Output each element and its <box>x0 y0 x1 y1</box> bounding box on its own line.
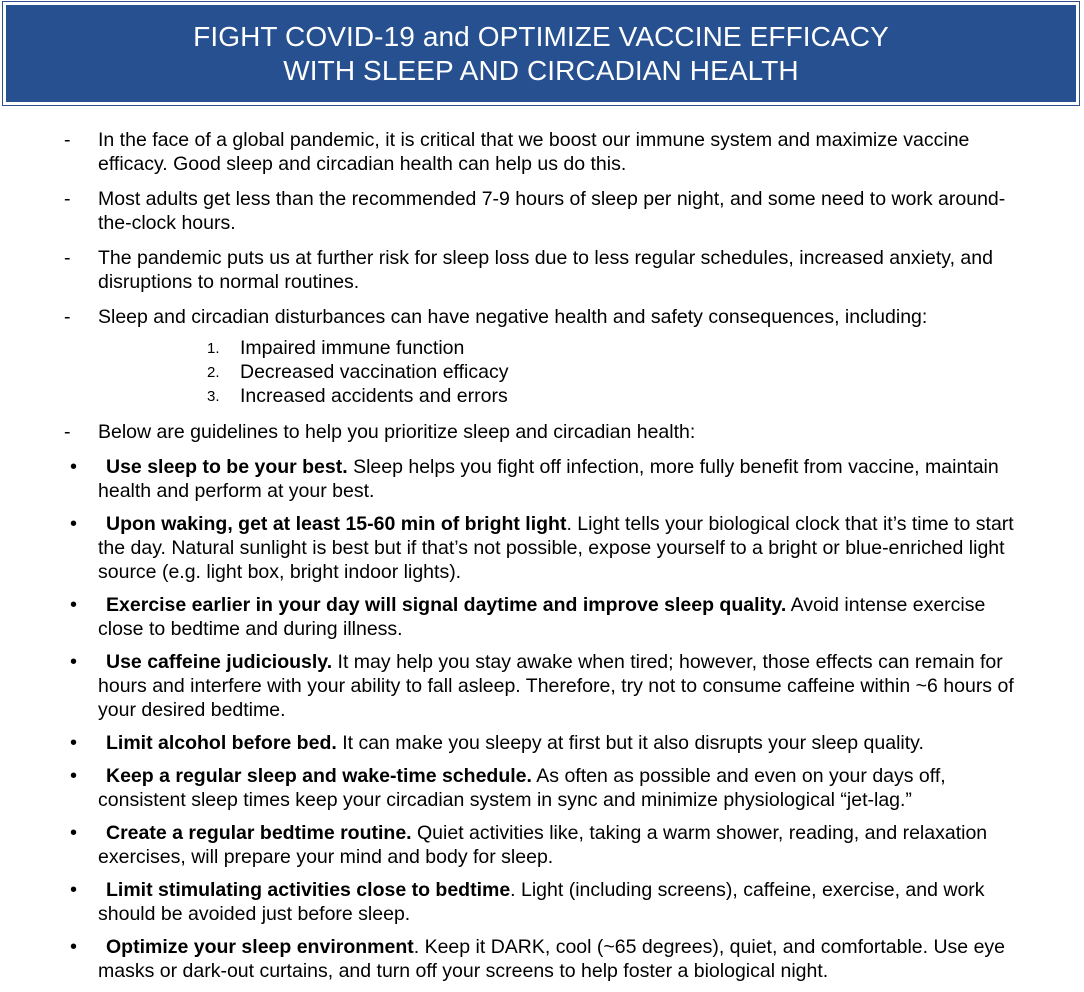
title-line-1: FIGHT COVID-19 and OPTIMIZE VACCINE EFFICACY <box>193 20 889 52</box>
guideline-item <box>0 821 1084 869</box>
bullet-marker: • <box>70 594 78 616</box>
bullet-marker: • <box>70 732 78 754</box>
guideline-heading: Create a regular bedtime routine. <box>106 822 412 844</box>
bullet-marker: • <box>70 765 78 787</box>
consequence-item <box>0 336 1084 360</box>
intro-point-text: Sleep and circadian disturbances can have negative health and safety consequences, including: <box>98 306 928 328</box>
guideline-item <box>0 935 1084 983</box>
guideline-text: It may help you stay awake when tired; however, those effects can remain for hours and interfere with your ability to fall asleep. Therefore, try not to consume caffeine within ~6 hours of your desired bedtime. <box>98 651 1014 721</box>
guideline-item <box>0 764 1084 812</box>
guideline-item <box>0 455 1084 503</box>
title-banner <box>6 5 1076 102</box>
guideline-heading: Limit alcohol before bed. <box>106 732 337 754</box>
guideline-text: . Light (including screens), caffeine, exercise, and work should be avoided just before sleep. <box>98 879 985 925</box>
title-line-2: WITH SLEEP AND CIRCADIAN HEALTH <box>283 54 799 86</box>
guideline-text: . Light tells your biological clock that it’s time to start the day. Natural sunlight is best but if that’s not possible, expose yourself to a bright or blue-enriched light source (e.g. light box, bright indoor lights). <box>98 513 1014 583</box>
dash-marker: - <box>64 188 71 210</box>
guideline-item <box>0 731 1084 755</box>
guideline-text: It can make you sleepy at first but it also disrupts your sleep quality. <box>336 732 924 754</box>
guideline-heading: Use caffeine judiciously. <box>106 651 333 673</box>
consequence-text: Increased accidents and errors <box>240 385 508 407</box>
list-number: 3. <box>207 388 220 405</box>
list-number: 1. <box>207 340 220 357</box>
guideline-text: Quiet activities like, taking a warm shower, reading, and relaxation exercises, will prepare your mind and body for sleep. <box>98 822 988 868</box>
bullet-marker: • <box>70 822 78 844</box>
guideline-text: Avoid intense exercise close to bedtime and during illness. <box>98 594 986 640</box>
guideline-item <box>0 512 1084 584</box>
intro-point-text: The pandemic puts us at further risk for sleep loss due to less regular schedules, increased anxiety, and disruptions to normal routines. <box>98 247 993 293</box>
intro-point-text: Most adults get less than the recommended 7-9 hours of sleep per night, and some need to work around-the-clock hours. <box>98 188 1006 234</box>
guideline-text: . Keep it DARK, cool (~65 degrees), quiet, and comfortable. Use eye masks or dark-out curtains, and turn off your screens to help foster a biological night. <box>98 936 1006 982</box>
guideline-text: Sleep helps you fight off infection, more fully benefit from vaccine, maintain health and perform at your best. <box>98 456 999 502</box>
guideline-heading: Keep a regular sleep and wake-time schedule. <box>106 765 532 787</box>
bullet-marker: • <box>70 879 78 901</box>
consequence-item <box>0 360 1084 384</box>
intro-point <box>0 187 1084 235</box>
bullet-marker: • <box>70 513 78 535</box>
guideline-heading: Upon waking, get at least 15-60 min of bright light <box>106 513 567 535</box>
dash-marker: - <box>64 306 71 328</box>
guideline-text: As often as possible and even on your days off, consistent sleep times keep your circadian system in sync and minimize physiological “jet-lag.” <box>98 765 946 811</box>
consequence-text: Decreased vaccination efficacy <box>240 361 509 383</box>
intro-point-text: In the face of a global pandemic, it is critical that we boost our immune system and maximize vaccine efficacy. Good sleep and circadian health can help us do this. <box>98 129 970 175</box>
guideline-heading: Limit stimulating activities close to bedtime <box>106 879 511 901</box>
guideline-item <box>0 878 1084 926</box>
guideline-heading: Optimize your sleep environment <box>106 936 414 958</box>
bullet-marker: • <box>70 651 78 673</box>
guideline-heading: Exercise earlier in your day will signal daytime and improve sleep quality. <box>106 594 787 616</box>
intro-point <box>0 128 1084 176</box>
consequence-text: Impaired immune function <box>240 337 465 359</box>
consequences-list <box>0 336 1084 408</box>
bullet-marker: • <box>70 456 78 478</box>
intro-point <box>0 246 1084 294</box>
dash-marker: - <box>64 421 71 443</box>
guideline-item <box>0 650 1084 722</box>
bullet-marker: • <box>70 936 78 958</box>
dash-marker: - <box>64 129 71 151</box>
document-body <box>0 128 1084 992</box>
consequence-item <box>0 384 1084 408</box>
dash-marker: - <box>64 247 71 269</box>
intro-point <box>0 305 1084 329</box>
list-number: 2. <box>207 364 220 381</box>
guidelines-intro-text: Below are guidelines to help you prioritize sleep and circadian health: <box>98 421 696 443</box>
title-banner-frame <box>2 1 1080 106</box>
guideline-item <box>0 593 1084 641</box>
guideline-heading: Use sleep to be your best. <box>106 456 348 478</box>
guidelines-intro <box>0 420 1084 444</box>
